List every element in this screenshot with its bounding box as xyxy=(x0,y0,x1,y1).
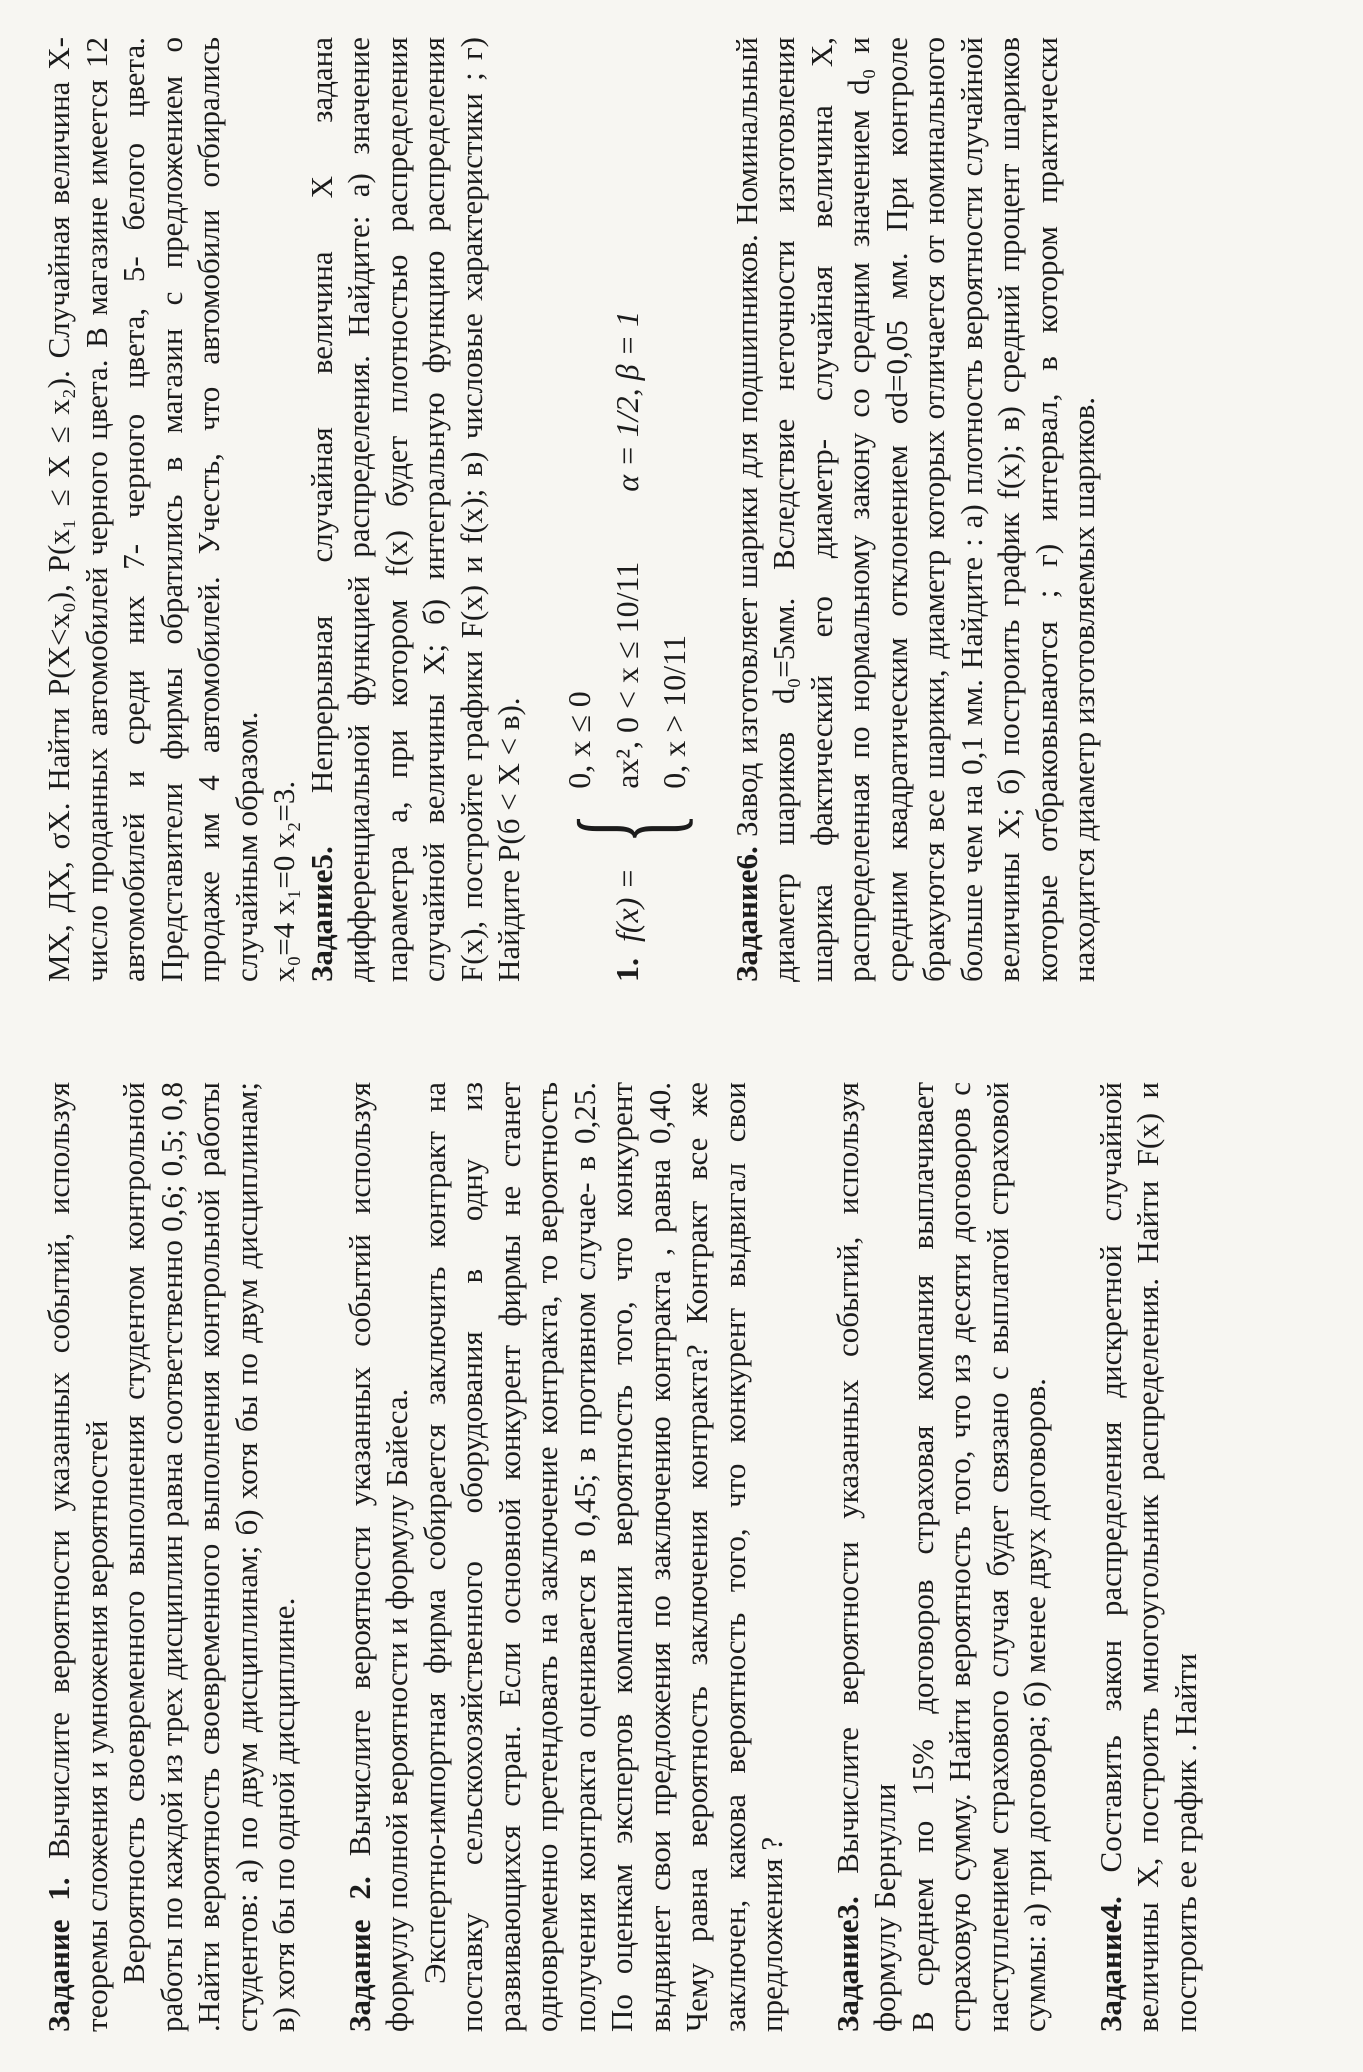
task-3-body: В среднем по 15% договоров страховая компания выплачивает страховую сумму. Найти вероятность того, что из десяти договоров с наступлением страхового случая будет связано с выплатой страховой суммы: а) три договора; б) менее двух договоров. xyxy=(904,1082,1052,2032)
density-formula xyxy=(549,37,705,982)
task-4-title: Задание4. xyxy=(1092,1896,1128,2032)
task-4-body: Составить закон распределения дискретной случайной величины X, построить многоугольник распределения. Найти F(x) и построить ее график . Найти xyxy=(1092,1081,1203,2032)
formula-number: 1. xyxy=(608,958,645,982)
formula-lhs: f(x) = xyxy=(608,868,645,942)
task-1 xyxy=(40,1082,303,2032)
task-5-title: Задание5. xyxy=(303,846,339,982)
task-5-body: Непрерывная случайная величина X задана дифференциальной функцией распределения. Найдите: а) значение параметра a, при котором f(x) будет плотностью распределения случайной величины X; б) интегральную функцию распределения F(x), постройте графики F(x) и f(x); в) числовые характеристики ; г) Найдите P(б < X < в). xyxy=(303,37,526,982)
right-column xyxy=(40,37,1103,982)
formula-cases xyxy=(561,562,694,789)
left-column xyxy=(40,1082,1242,2032)
task-6-title: Задание6. xyxy=(728,846,764,982)
formula-case-1: 0, x ≤ 0 xyxy=(561,691,598,789)
task-1-title: Задание 1. xyxy=(41,1877,76,2032)
task-6-body: Завод изготовляет шарики для подшипников. Номинальный диаметр шариков d₀=5мм. Вследствие неточности изготовления шарика фактический его диаметр- случайная величина X, распределенная по нормальному закону со средним значением d₀ и средним квадратическим отклонением σd=0,05 мм. При контроле бракуются все шарики, диаметр которых отличается от номинального больше чем на 0,1 мм. Найдите : а) плотность вероятности случайной величины X; б) построить график f(x); в) средний процент шариков которые отбраковываются ; г) интервал, в котором практически находится диаметр изготовляемых шариков. xyxy=(728,37,1101,982)
task-3-title: Задание3. xyxy=(829,1896,865,2032)
formula-case-3: 0, x > 10/11 xyxy=(656,635,693,789)
task-2 xyxy=(341,1082,791,2032)
task-3 xyxy=(829,1082,1054,2032)
task-3-intro: Вычислите вероятности указанных событий, используя формулу Бернулли xyxy=(829,1081,902,2032)
task-1-body: Вероятность своевременного выполнения студентом контрольной работы по каждой из трех дисциплин равна соответственно 0,6; 0,5; 0,8 .Найти вероятность своевременного выполнения контрольной работы студентов: а) по двум дисциплинам; б) хотя бы по двум дисциплинам; в) хотя бы по одной дисциплине. xyxy=(116,1082,301,2032)
task-4 xyxy=(1092,1082,1205,2032)
task-4-values: x₀=4 x₁=0 x₂=3. xyxy=(266,780,301,982)
task-2-title: Задание 2. xyxy=(341,1876,377,2032)
left-brace-icon: { xyxy=(549,813,705,844)
formula-case-2: ax², 0 < x ≤ 10/11 xyxy=(608,561,645,789)
task-4-continuation: MX, ДX, σX. Найти P(X<x₀), P(x₁ ≤ X ≤ x₂). Случайная величина X- число проданных автомобилей черного цвета. В магазине имеется 12 автомобилей и среди них 7- черного цвета, 5- белого цвета. Представители фирмы обратились в магазин с предложением о продаже им 4 автомобилей. Учесть, что автомобили отбирались случайным образом. xyxy=(41,37,264,982)
task-2-body: Экспертно-импортная фирма собирается заключить контракт на поставку сельскохозяйственного оборудования в одну из развивающихся стран. Если основной конкурент фирмы не станет одновременно претендовать на заключение контракта, то вероятность получения контракта оценивается в 0,45; в противном случае- в 0,25. По оценкам экспертов компании вероятность того, что конкурент выдвинет свои предложения по заключению контракта , равна 0,40. Чему равна вероятность заключения контракта? Контракт все же заключен, какова вероятность того, что конкурент выдвигал свои предложения ? xyxy=(416,1082,789,2032)
formula-params: α = 1/2, β = 1 xyxy=(608,310,645,492)
task-2-intro: Вычислите вероятности указанных событий используя формулу полной вероятности и формулу Байеса. xyxy=(341,1081,414,2032)
task-1-intro: Вычислите вероятности указанных событий, используя теоремы сложения и умножения вероятностей xyxy=(41,1081,114,2032)
